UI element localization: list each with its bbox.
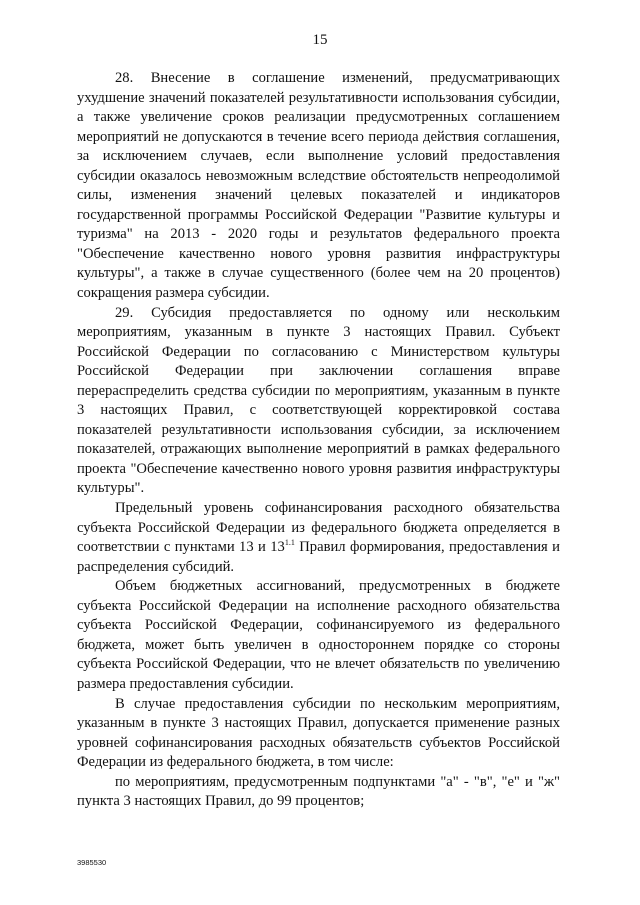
document-code: 3985530 (77, 858, 107, 867)
cofinancing-text-end: Правил формирования, предоставления и распределения субсидий. (77, 539, 560, 575)
paragraph-cofinancing-limit (77, 499, 560, 577)
paragraph-28: 28. Внесение в соглашение изменений, предусматривающих ухудшение значений показателей результативности использования субсидии, а также увеличение сроков реализации предусмотренных соглашением мероприятий не допускаются в течение всего периода действия соглашения, за исключением случаев, если выполнение условий предоставления субсидии оказалось невозможным вследствие обстоятельств непреодолимой силы, изменения значений целевых показателей и индикаторов государственной программы Российской Федерации "Развитие культуры и туризма" на 2013 - 2020 годы и результатов федерального проекта "Обеспечение качественно нового уровня развития инфраструктуры культуры", а также в случае существенного (более чем на 20 процентов) сокращения размера субсидии. (77, 70, 560, 302)
point-superscript: 1.1 (284, 538, 295, 548)
paragraph-29: 29. Субсидия предоставляется по одному или нескольким мероприятиям, указанным в пункте 3 настоящих Правил. Субъект Российской Федерации по согласованию с Министерством культуры Российской Федерации при заключении соглашения вправе перераспределить средства субсидии по мероприятиям, указанным в пункте 3 настоящих Правил, с соответствующей корректировкой состава показателей результативности использования субсидии, за исключением показателей, отражающих выполнение мероприятий в рамках федерального проекта "Обеспечение качественно нового уровня развития инфраструктуры культуры". (77, 304, 560, 497)
paragraph-budget-allocations: Объем бюджетных ассигнований, предусмотренных в бюджете субъекта Российской Федерации на исполнение расходного обязательства субъекта Российской Федерации, софинансируемого из федерального бюджета, может быть увеличен в одностороннем порядке со стороны субъекта Российской Федерации, что не влечет обязательств по увеличению размера предоставления субсидии. (77, 578, 560, 692)
cofinancing-text-start: Предельный уровень софинансирования расходного обязательства субъекта Российской Федерации из федерального бюджета определяется в соответствии с пунктами 13 и 13 (77, 500, 560, 556)
paragraph-multiple-activities: В случае предоставления субсидии по нескольким мероприятиям, указанным в пункте 3 настоящих Правил, допускается применение разных уровней софинансирования расходных обязательств субъектов Российской Федерации из федерального бюджета, в том числе: (77, 695, 560, 771)
page-number: 15 (312, 32, 328, 48)
paragraph-activities-list-item: по мероприятиям, предусмотренным подпунктами "а" - "в", "е" и "ж" пункта 3 настоящих Правил, до 99 процентов; (77, 773, 560, 810)
document-body (77, 69, 560, 812)
